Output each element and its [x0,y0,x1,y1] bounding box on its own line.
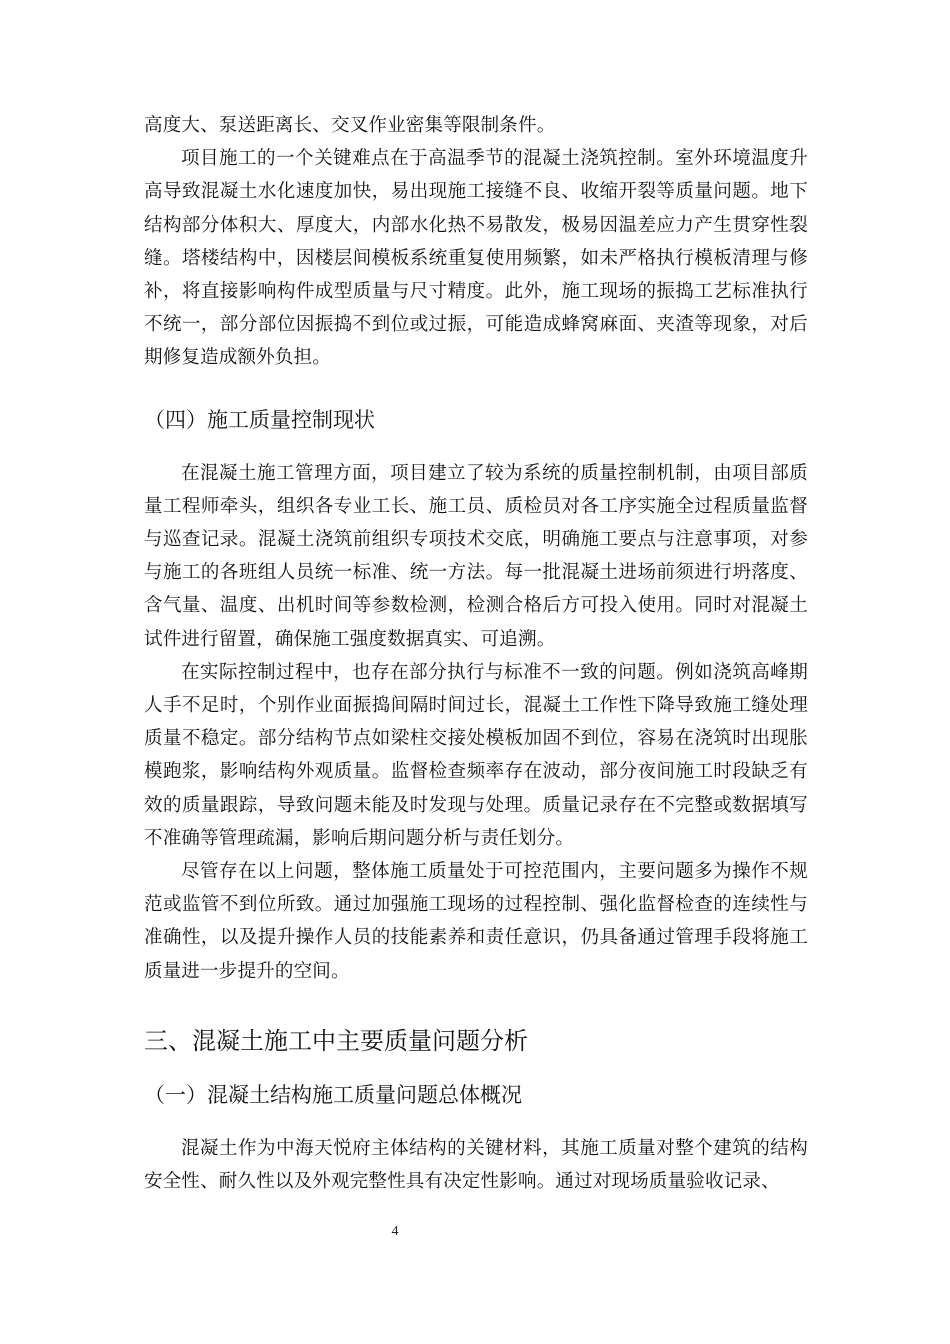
paragraph-quality-control-issues: 在实际控制过程中，也存在部分执行与标准不一致的问题。例如浇筑高峰期人手不足时，个别作业面振捣间隔时间过长，混凝土工作性下降导致施工缝处理质量不稳定。部分结构节点如梁柱交接处模板加固不到位，容易在浇筑时出现胀模跑浆，影响结构外观质量。监督检查频率存在波动，部分夜间施工时段缺乏有效的质量跟踪，导致问题未能及时发现与处理。质量记录存在不完整或数据填写不准确等管理疏漏，影响后期问题分析与责任划分。 [144,661,808,849]
continued-paragraph: 高度大、泵送距离长、交叉作业密集等限制条件。 [144,115,556,136]
page-body [144,109,808,1198]
section-heading-quality-control-status: （四）施工质量控制现状 [144,407,375,432]
chapter-heading-quality-problem-analysis: 三、混凝土施工中主要质量问题分析 [144,1026,528,1055]
page-number: 4 [391,1224,399,1239]
paragraph-quality-control-summary: 尽管存在以上问题，整体施工质量处于可控范围内，主要问题多为操作不规范或监管不到位所致。通过加强施工现场的过程控制、强化监督检查的连续性与准确性，以及提升操作人员的技能素养和责任意识，仍具备通过管理手段将施工质量进一步提升的空间。 [144,861,808,982]
paragraph-overview: 混凝土作为中海天悦府主体结构的关键材料，其施工质量对整个建筑的结构安全性、耐久性以及外观完整性具有决定性影响。通过对现场质量验收记录、 [144,1137,808,1193]
paragraph-construction-difficulty: 项目施工的一个关键难点在于高温季节的混凝土浇筑控制。室外环境温度升高导致混凝土水化速度加快，易出现施工接缝不良、收缩开裂等质量问题。地下结构部分体积大、厚度大，内部水化热不易散发，极易因温差应力产生贯穿性裂缝。塔楼结构中，因楼层间模板系统重复使用频繁，如未严格执行模板清理与修补，将直接影响构件成型质量与尺寸精度。此外，施工现场的振捣工艺标准执行不统一，部分部位因振捣不到位或过振，可能造成蜂窝麻面、夹渣等现象，对后期修复造成额外负担。 [144,148,808,369]
section-heading-overview: （一）混凝土结构施工质量问题总体概况 [144,1082,522,1107]
paragraph-quality-control-mechanism: 在混凝土施工管理方面，项目建立了较为系统的质量控制机制，由项目部质量工程师牵头，组织各专业工长、施工员、质检员对各工序实施全过程质量监督与巡查记录。混凝土浇筑前组织专项技术交底，明确施工要点与注意事项，对参与施工的各班组人员统一标准、统一方法。每一批混凝土进场前须进行坍落度、含气量、温度、出机时间等参数检测，检测合格后方可投入使用。同时对混凝土试件进行留置，确保施工强度数据真实、可追溯。 [144,462,808,650]
